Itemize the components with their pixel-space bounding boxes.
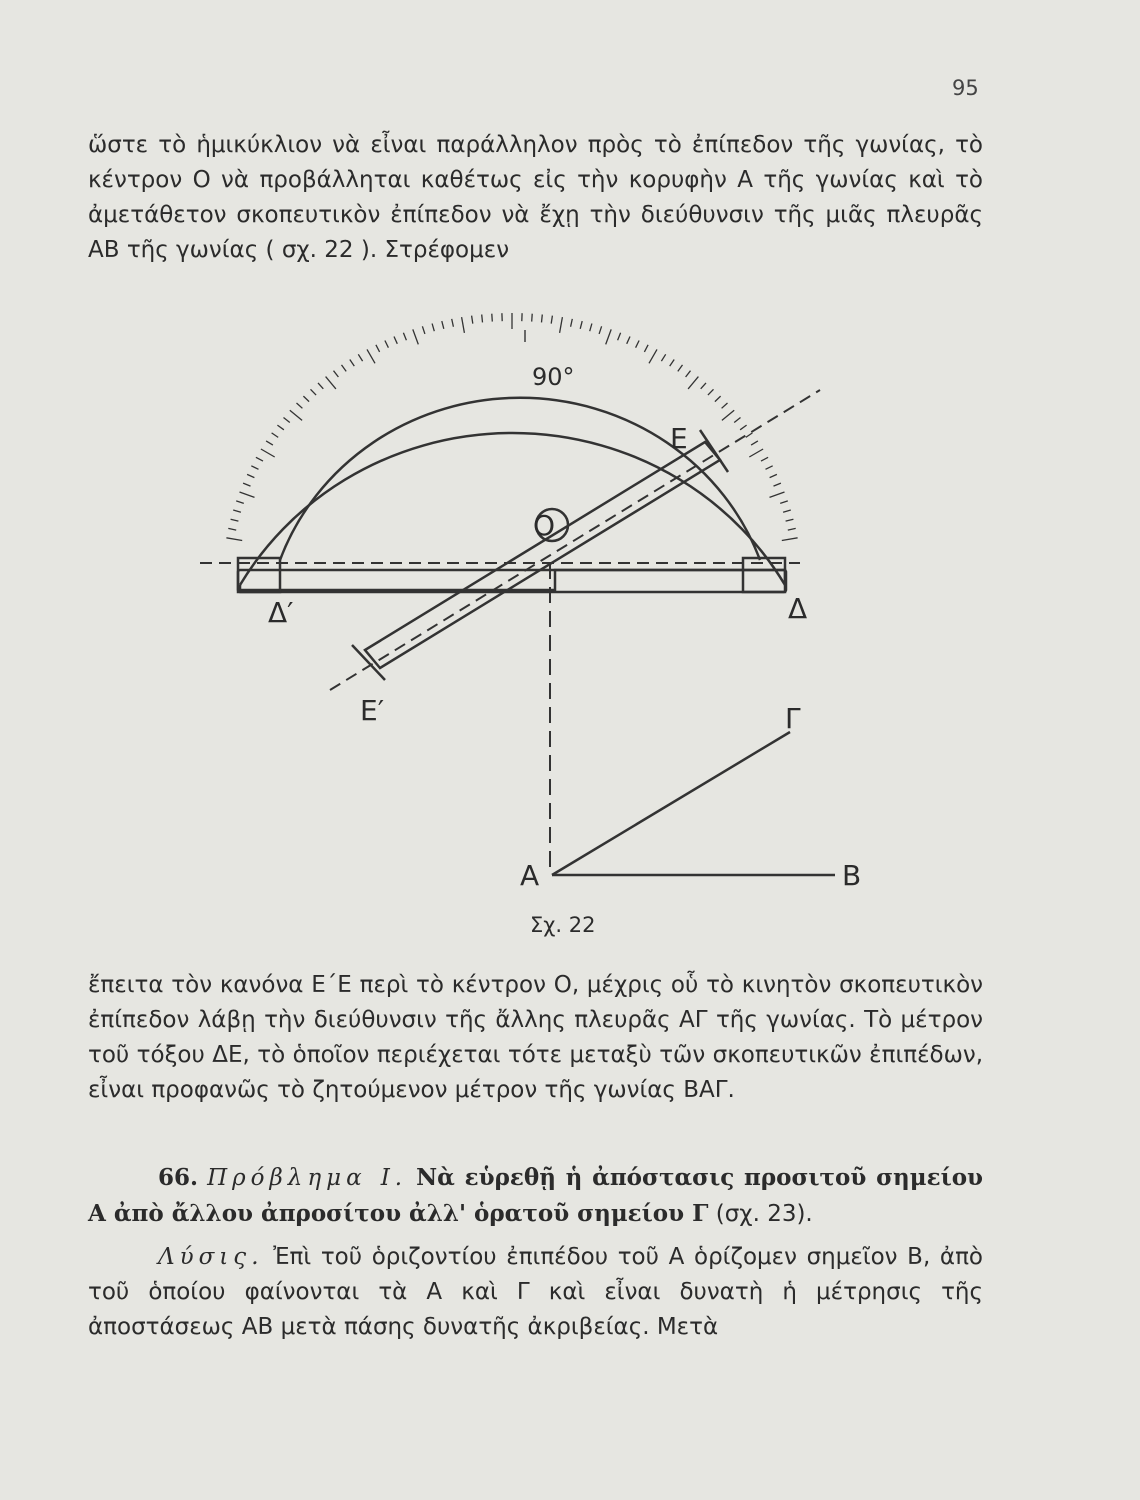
scale-tick	[782, 538, 798, 541]
scale-tick	[751, 441, 758, 445]
alidade-ruler	[365, 442, 720, 668]
scale-tick	[571, 319, 573, 327]
scale-tick	[722, 403, 728, 408]
scale-tick	[746, 433, 753, 438]
scale-tick	[334, 371, 339, 377]
scale-tick	[670, 360, 675, 367]
scale-tick	[394, 337, 397, 344]
scale-tick	[358, 354, 362, 361]
scale-tick	[701, 383, 706, 389]
scale-tick	[783, 510, 791, 512]
paragraph-2: ἔπειτα τὸν κανόνα Ε΄Ε περὶ τὸ κέντρον Ο, μέχρις οὗ τὸ κινητὸν σκοπευτικὸν ἐπίπεδον λάβῃ τὴν διεύθυνσιν τῆς ἄλλης πλευρᾶς ΑΓ τῆς γωνίας. Τὸ μέτρον τοῦ τόξου ΔΕ, τὸ ὁποῖον περιέχεται τότε μεταξὺ τῶν σκοπευτικῶν ἐπιπέδων, εἶναι προφανῶς τὸ ζητούμενον μέτρον τῆς γωνίας ΒΑΓ.	[88, 972, 983, 1103]
protractor-diagram	[180, 310, 940, 950]
figure-22	[180, 310, 940, 950]
scale-tick	[226, 538, 242, 541]
scale-tick	[261, 449, 275, 457]
problem-heading: Πρόβλημα Ι.	[207, 1165, 408, 1191]
alidade-end-E	[700, 430, 728, 472]
sight-dashed-line	[330, 390, 820, 690]
scale-tick	[236, 501, 244, 504]
scale-tick	[649, 349, 657, 363]
scale-tick	[326, 377, 336, 389]
alidade-end-E-prime	[352, 645, 385, 680]
scale-tick	[342, 365, 347, 372]
scale-tick	[243, 483, 250, 486]
scale-tick	[761, 457, 768, 461]
scale-tick	[472, 316, 473, 324]
problem-number: 66.	[158, 1164, 199, 1191]
scale-tick	[644, 345, 648, 352]
scale-tick	[240, 492, 255, 497]
scale-tick	[636, 341, 640, 348]
scale-tick	[277, 425, 284, 430]
scale-tick	[618, 333, 621, 340]
scale-tick	[482, 315, 483, 323]
scale-tick	[233, 510, 241, 512]
scale-tick	[788, 528, 796, 530]
scale-tick	[599, 326, 602, 334]
scale-tick	[413, 329, 419, 344]
problem-ref: (σχ. 23).	[715, 1201, 813, 1227]
scale-tick	[627, 337, 630, 344]
label-O: O	[533, 509, 556, 542]
scale-tick	[590, 324, 592, 332]
scale-tick	[376, 345, 380, 352]
scale-tick	[734, 418, 740, 423]
scale-tick	[231, 519, 239, 521]
problem-66	[88, 1160, 983, 1232]
scale-tick	[256, 457, 263, 461]
solution	[88, 1240, 983, 1345]
side-AG	[552, 732, 790, 875]
page-number: 95	[952, 76, 979, 100]
scale-tick	[297, 403, 303, 408]
scale-tick	[715, 396, 721, 402]
scale-tick	[786, 519, 794, 521]
label-E: E	[670, 422, 688, 455]
scale-tick	[311, 389, 317, 395]
scale-tick	[350, 360, 355, 367]
solution-heading: Λύσις.	[158, 1244, 264, 1270]
scale-tick	[385, 341, 389, 348]
scale-tick	[462, 317, 465, 333]
scale-tick	[708, 389, 714, 395]
scale-tick	[770, 474, 777, 477]
scale-tick	[722, 410, 734, 420]
scale-tick	[403, 333, 406, 340]
label-E-prime: E′	[360, 694, 385, 727]
scale-tick	[560, 317, 563, 333]
label-A: A	[520, 859, 540, 892]
scale-tick	[266, 441, 273, 445]
scale-tick	[422, 326, 425, 334]
scale-tick	[766, 466, 773, 470]
scale-tick	[580, 321, 582, 329]
paragraph-1: ὥστε τὸ ἡμικύκλιον νὰ εἶναι παράλληλον πρὸς τὸ ἐπίπεδον τῆς γωνίας, τὸ κέντρον Ο νὰ προβάλληται καθέτως εἰς τὴν κορυφὴν Α τῆς γωνίας καὶ τὸ ἀμετάθετον σκοπευτικὸν ἐπίπεδον νὰ ἔχῃ τὴν διεύθυνσιν τῆς μιᾶς πλευρᾶς ΑΒ τῆς γωνίας ( σχ. 22 ). Στρέφομεν	[88, 132, 983, 263]
scale-tick	[492, 314, 493, 322]
solution-text: Ἐπὶ τοῦ ὁριζοντίου ἐπιπέδου τοῦ Α ὁρίζομεν σημεῖον Β, ἀπὸ τοῦ ὁποίου φαίνονται τὰ Α καὶ Γ καὶ εἶναι δυνατὴ ἡ μέτρησις τῆς ἀποστάσεως ΑΒ μετὰ πάσης δυνατῆς ἀκριβείας. Μετὰ	[88, 1244, 984, 1340]
scale-tick	[686, 371, 691, 377]
scale-tick	[606, 329, 612, 344]
scale-tick	[432, 324, 434, 332]
scale-tick	[749, 449, 763, 457]
figure-caption: Σχ. 22	[530, 913, 596, 937]
label-B: B	[842, 859, 862, 892]
scale-tick	[290, 410, 302, 420]
scale-tick	[318, 383, 323, 389]
scale-tick	[770, 492, 785, 497]
scale-tick	[303, 396, 309, 402]
scale-tick	[740, 425, 747, 430]
scale-tick	[367, 349, 375, 363]
scale-tick	[247, 474, 254, 477]
scale-tick	[678, 365, 683, 372]
scale-tick	[551, 316, 552, 324]
scale-tick	[284, 418, 290, 423]
label-delta-left: Δ′	[268, 596, 294, 629]
scale-tick	[542, 315, 543, 323]
label-delta-right: Δ	[788, 592, 808, 625]
label-90: 90°	[532, 363, 575, 391]
scale-tick	[228, 528, 236, 530]
problem-title: Νὰ εὑρεθῇ ἡ ἀπόστασις προσιτοῦ σημείου Α ἀπὸ ἄλλου ἀπροσίτου ἀλλ' ὁρατοῦ σημείου Γ	[88, 1164, 983, 1227]
scale-tick	[452, 319, 454, 327]
scale-tick	[532, 314, 533, 322]
scale-tick	[251, 466, 258, 470]
scale-tick	[688, 377, 698, 389]
scale-tick	[774, 483, 781, 486]
scale-tick	[780, 501, 788, 504]
scale-tick	[272, 433, 279, 438]
scale-tick	[661, 354, 665, 361]
scale-tick	[442, 321, 444, 329]
label-Gamma: Γ	[785, 702, 801, 735]
